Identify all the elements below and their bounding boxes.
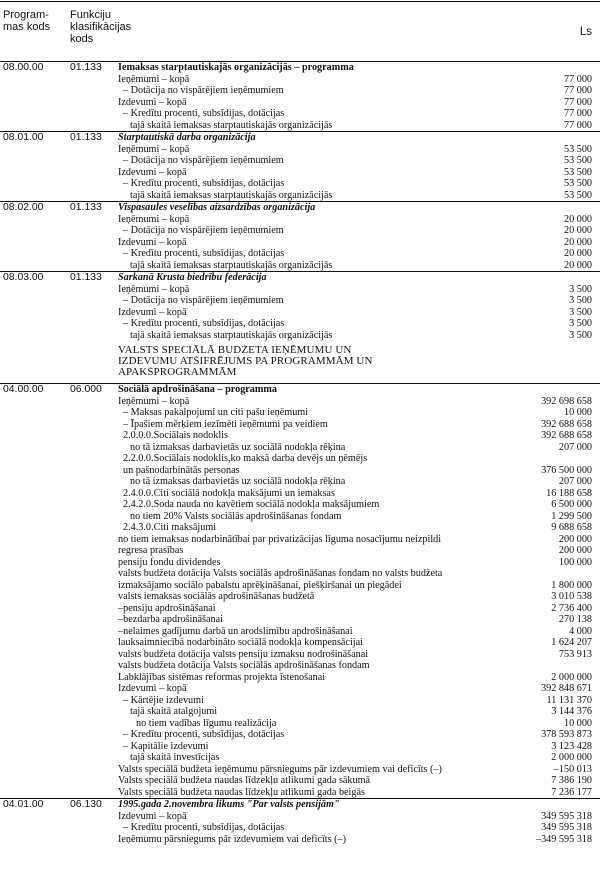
row-label: tajā skaitā atalgojumi [130,706,218,717]
row-label: no tā izmaksas darbavietās uz sociālā nodokļa rēķina [130,476,346,487]
row-label: regresa prasības [118,545,184,556]
table-header [0,0,600,62]
row-value: 1 299 500 [551,510,592,522]
table-row [0,167,600,179]
row-value: 3 010 538 [551,591,592,602]
table-row [0,488,600,500]
table-row [0,683,600,695]
table-row [0,545,600,557]
row-label: tajā skaitā iemaksas starptautiskajās organizācijās [130,329,333,341]
header-program-code: Program- mas kods [3,9,51,33]
row-label: –pensiju apdrošināšanai [118,602,216,614]
row-label: Izdevumi – kopā [118,166,187,178]
row-label: – Dotācija no vispārējiem ieņēmumiem [123,225,284,236]
row-value: 20 000 [563,236,592,248]
row-value: 3 500 [569,318,592,329]
row-value: 2 000 000 [551,671,592,683]
table-row [0,614,600,626]
row-label: Izdevumi – kopā [118,683,187,694]
table-row [0,419,600,431]
row-label: valsts iemaksas sociālās apdrošināšanas budžetā [118,591,315,602]
table-row [0,108,600,120]
row-label: Ieņēmumi – kopā [118,73,190,85]
section-title-text: IZDEVUMU ATŠIFRĒJUMS PA PROGRAMMĀM UN [118,356,373,367]
row-label: Ieņēmumi – kopā [118,213,190,225]
table-row [0,453,600,465]
section-heading-row [0,131,600,144]
table-row [0,522,600,534]
row-value: 100 000 [558,556,592,568]
table-row [0,307,600,319]
function-code: 06.130 [70,799,102,810]
row-value: 4 000 [569,625,592,637]
row-label: no tiem vadības līgumu realizācija [136,717,277,729]
table-row [0,330,600,342]
table-row [0,626,600,638]
row-label: –nelaimes gadījumu darbā un arodslimību apdrošināšanai [118,625,353,637]
row-label: Labklājības sistēmas reformas projekta īstenošanai [118,671,326,683]
row-value: –150 013 [553,763,592,775]
row-label: – Maksas pakalpojumi un citi pašu ieņēmumi [123,407,309,418]
row-label: Valsts speciālā budžeta naudas līdzekļu atlikumi gada sākumā [118,775,371,786]
row-value: 378 593 873 [541,729,592,740]
header-currency: Ls [579,26,592,38]
table-row [0,706,600,718]
row-label: Vispasaules veselības aizsardzības organizācija [118,202,316,213]
row-label: – Kapitālie izdevumi [123,740,209,752]
section-heading-row [0,201,600,214]
row-value: 1 624 207 [551,637,592,648]
row-label: 2.4.0.0.Citi sociālā nodokļa maksājumi un iemaksas [123,487,335,499]
table-row [0,775,600,787]
table-row [0,97,600,109]
row-label: – Kārtējie izdevumi [123,694,204,706]
row-label: –bezdarba apdrošināšanai [118,614,223,625]
row-value: 3 500 [569,283,592,295]
row-value: 53 500 [563,143,592,155]
row-value: 77 000 [563,108,592,119]
table-row [0,834,600,846]
row-label: – Dotācija no vispārējiem ieņēmumiem [123,155,284,166]
row-label: 2.4.3.0.Citi maksājumi [123,522,217,533]
row-value: 20 000 [563,248,592,259]
function-code: 01.133 [70,202,102,213]
table-row [0,752,600,764]
row-value: 392 698 658 [541,395,592,407]
section-title-line [0,367,600,378]
row-value: 753 913 [558,648,592,660]
row-value: 3 500 [569,295,592,306]
row-value: 20 000 [563,213,592,225]
row-value: 20 000 [563,225,592,236]
table-body [0,62,600,845]
table-row [0,74,600,86]
row-value: 53 500 [563,166,592,178]
row-label: tajā skaitā investīcijas [130,752,220,763]
function-code: 06.000 [70,384,102,395]
row-value: 77 000 [563,119,592,131]
table-row [0,225,600,237]
program-code: 04.01.00 [3,799,44,810]
row-label: Izdevumi – kopā [118,236,187,248]
row-label: Izdevumi – kopā [118,306,187,318]
table-row [0,534,600,546]
row-label: tajā skaitā iemaksas starptautiskajās organizācijās [130,189,333,201]
row-label: Valsts speciālā budžeta ieņēmumu pārsniegums pār izdevumiem vai deficīts (–) [118,763,442,775]
row-label: – Kredītu procenti, subsīdijas, dotācijas [123,248,285,259]
row-label: Valsts speciālā budžeta naudas līdzekļu atlikumi gada beigās [118,786,365,798]
program-code: 04.00.00 [3,384,44,395]
row-label: izmaksājamo sociālo pabalstu aprēķināšanai, piešķiršanai un piegādei [118,579,402,591]
table-row [0,741,600,753]
table-row [0,284,600,296]
row-label: tajā skaitā iemaksas starptautiskajās organizācijās [130,119,333,131]
table-row [0,729,600,741]
section-title-line [0,345,600,356]
row-label: no tā izmaksas darbavietās uz sociālā nodokļa rēķina [130,441,346,453]
section-heading-row [0,62,600,74]
row-label: Ieņēmumi – kopā [118,395,190,407]
table-row [0,248,600,260]
row-label: – Kredītu procenti, subsīdijas, dotācijas [123,108,285,119]
row-value: 10 000 [563,407,592,418]
row-value: 392 848 671 [541,683,592,694]
row-label: – Kredītu procenti, subsīdijas, dotācijas [123,729,285,740]
row-label: – Kredītu procenti, subsīdijas, dotācijas [123,318,285,329]
row-label: valsts budžeta dotācija valsts pensiju izmaksu nodrošināšanai [118,648,369,660]
section-heading-row [0,383,600,396]
table-row [0,214,600,226]
table-row [0,396,600,408]
row-label: 1995.gada 2.novembra likums "Par valsts pensijām" [118,799,340,810]
table-row [0,465,600,477]
row-label: Ieņēmumu pārsniegums pār izdevumiem vai deficīts (–) [118,833,347,845]
function-code: 01.133 [70,272,102,283]
row-label: – Kredītu procenti, subsīdijas, dotācijas [123,822,285,833]
row-label: un pašnodarbinātās personas [123,464,240,476]
row-label: no tiem iemaksas nodarbinātībai par privatizācijas līguma nosacījumu neizpildi [118,533,442,545]
row-value: 207 000 [558,441,592,453]
table-row [0,511,600,523]
table-row [0,295,600,307]
row-label: 2.4.2.0.Soda nauda no kavētiem sociālā nodokļa maksājumiem [123,499,380,510]
row-value: 7 386 190 [551,775,592,786]
row-value: 200 000 [558,533,592,545]
program-code: 08.00.00 [3,62,44,73]
row-value: 11 131 370 [546,694,592,706]
table-row [0,499,600,511]
table-row [0,660,600,672]
row-label: – Dotācija no vispārējiem ieņēmumiem [123,85,284,96]
section-heading-row [0,798,600,811]
row-label: Ieņēmumi – kopā [118,283,190,295]
row-label: Sociālā apdrošināšana – programma [118,384,277,395]
table-row [0,178,600,190]
row-value: 392 688 658 [541,418,592,430]
header-function-code: Funkciju klasifikācijas kods [70,9,132,45]
row-label: valsts budžeta dotācija Valsts sociālās apdrošināšanas fondam [118,660,370,671]
row-value: 7 236 177 [551,786,592,798]
table-row [0,407,600,419]
row-value: 16 188 658 [546,487,592,499]
table-row [0,430,600,442]
row-value: 2 736 400 [551,602,592,614]
table-row [0,120,600,132]
table-row [0,637,600,649]
row-value: 3 144 376 [551,706,592,717]
table-row [0,811,600,823]
row-value: 200 000 [558,545,592,556]
table-row [0,603,600,615]
row-value: 10 000 [563,717,592,729]
row-label: tajā skaitā iemaksas starptautiskajās organizācijās [130,259,333,271]
row-value: 53 500 [563,189,592,201]
row-label: Izdevumi – kopā [118,96,187,108]
row-label: no tiem 20% Valsts sociālās apdrošināšanas fondam [130,510,342,522]
table-row [0,85,600,97]
row-value: 349 595 318 [541,810,592,822]
row-value: 53 500 [563,155,592,166]
table-row [0,568,600,580]
row-value: 207 000 [558,476,592,487]
row-value: 3 500 [569,329,592,341]
row-value: 20 000 [563,259,592,271]
row-value: 53 500 [563,178,592,189]
row-label: Sarkanā Krusta biedrību federācija [118,272,267,283]
row-value: 349 595 318 [541,822,592,833]
row-label: valsts budžeta dotācija Valsts sociālās apdrošināšanas fondam no valsts budžeta [118,568,443,579]
section-title-line [0,356,600,367]
section-title-text: APAKŠPROGRAMMĀM [118,367,237,378]
table-row [0,695,600,707]
row-label: lauksaimniecībā nodarbināto sociālā nodokļa kompensācijai [118,637,363,648]
row-value: 6 500 000 [551,499,592,510]
row-label: – Kredītu procenti, subsīdijas, dotācijas [123,178,285,189]
table-row [0,672,600,684]
row-value: 392 688 658 [541,430,592,441]
row-value: 9 688 658 [551,522,592,533]
table-row [0,580,600,592]
table-row [0,476,600,488]
row-label: Iemaksas starptautiskajās organizācijās – programma [118,62,354,73]
row-label: Ieņēmumi – kopā [118,143,190,155]
table-row [0,822,600,834]
row-value: 77 000 [563,85,592,96]
program-code: 08.02.00 [3,202,44,213]
function-code: 01.133 [70,132,102,143]
table-row [0,718,600,730]
row-value: 376 500 000 [541,464,592,476]
row-value: 270 138 [558,614,592,625]
row-value: 3 123 428 [551,740,592,752]
program-code: 08.01.00 [3,132,44,143]
function-code: 01.133 [70,62,102,73]
row-label: Izdevumi – kopā [118,810,187,822]
row-label: – Īpašiem mērķiem iezīmēti ieņēmumi pa veidiem [123,418,328,430]
row-value: 77 000 [563,96,592,108]
row-value: 2 000 000 [551,752,592,763]
row-label: 2.0.0.0.Sociālais nodoklis [123,430,228,441]
row-label: Starptautiskā darba organizācija [118,132,256,143]
row-value: 77 000 [563,73,592,85]
table-row [0,155,600,167]
table-row [0,237,600,249]
table-row [0,190,600,202]
section-title-text: VALSTS SPECIĀLĀ BUDŽETA IEŅĒMUMU UN [118,345,352,356]
row-label: – Dotācija no vispārējiem ieņēmumiem [123,295,284,306]
row-value: –349 595 318 [535,833,592,845]
table-row [0,144,600,156]
table-row [0,260,600,272]
table-row [0,557,600,569]
table-row [0,442,600,454]
row-value: 3 500 [569,306,592,318]
table-row [0,318,600,330]
table-row [0,591,600,603]
program-code: 08.03.00 [3,272,44,283]
row-label: 2.2.0.0.Sociālais nodoklis,ko maksā darba devējs un ņēmējs [123,453,368,464]
section-heading-row [0,271,600,284]
row-label: pensiju fondu dividendes [118,556,221,568]
row-value: 1 800 000 [551,579,592,591]
table-row [0,764,600,776]
table-row [0,787,600,799]
table-row [0,649,600,661]
